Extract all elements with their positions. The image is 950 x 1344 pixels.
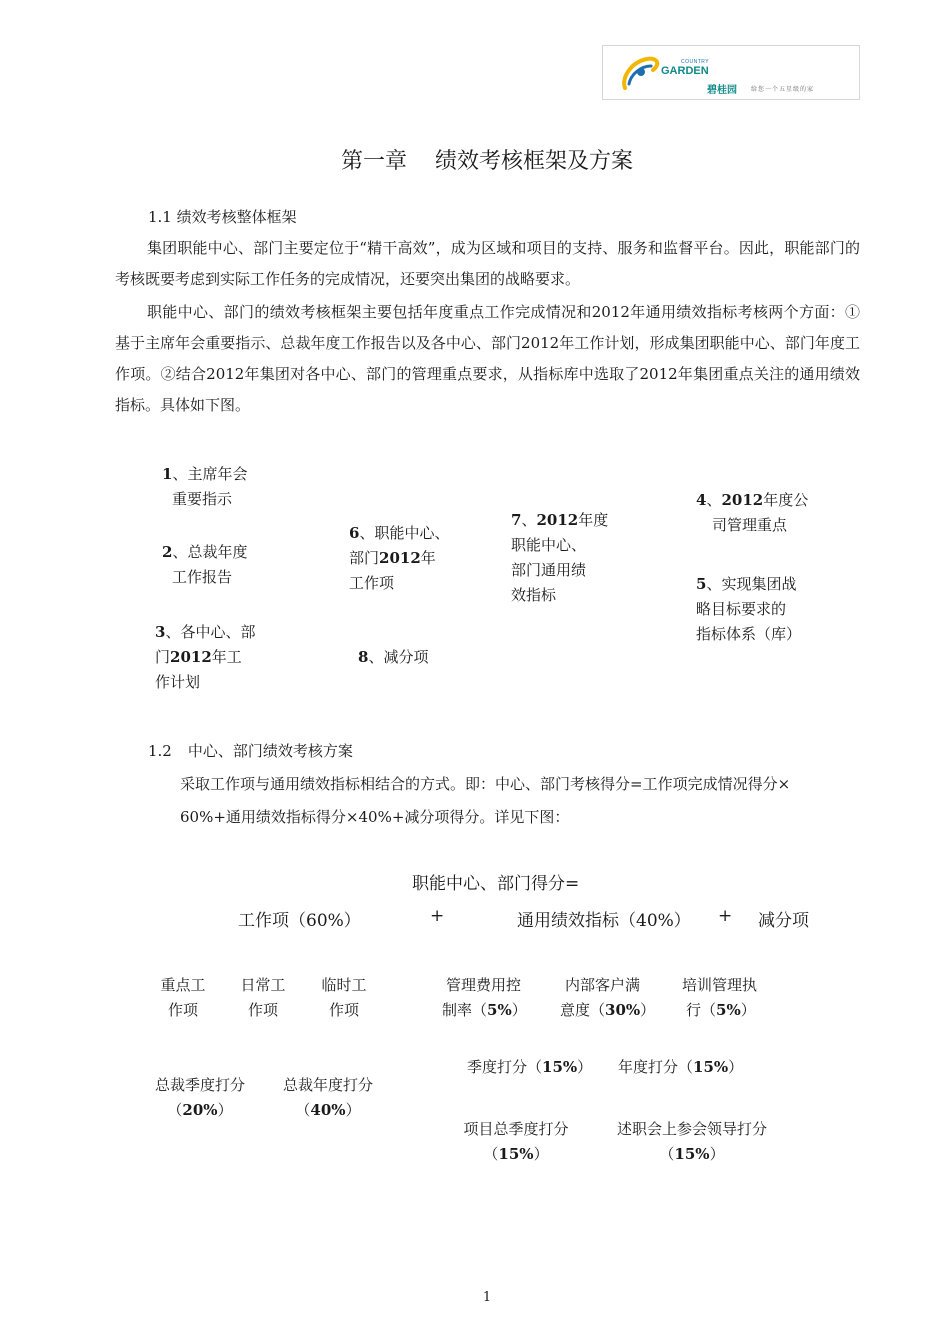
quarterly-score: 季度打分（15%）	[467, 1058, 593, 1076]
score-formula-top: 职能中心、部门得分=	[412, 874, 580, 894]
framework-box-5: 5、实现集团战 略目标要求的 指标体系（库）	[696, 575, 802, 643]
framework-box-3: 3、各中心、部 门2012年工 作计划	[155, 623, 256, 691]
chapter-name: 绩效考核框架及方案	[434, 149, 633, 174]
framework-box-6: 6、职能中心、 部门2012年 工作项	[349, 524, 450, 592]
page-number: 1	[482, 1290, 492, 1305]
framework-box-4: 4、2012年度公 司管理重点	[696, 491, 809, 534]
section-1-2-line-1: 采取工作项与通用绩效指标相结合的方式。即：中心、部门考核得分=工作项完成情况得分×	[180, 775, 791, 793]
mgmt-cost-control: 管理费用控 制率（5%）	[442, 976, 527, 1019]
chapter-title	[0, 144, 950, 175]
section-1-2-heading: 1.2 中心、部门绩效考核方案	[148, 742, 353, 760]
framework-box-7: 7、2012年度 职能中心、 部门通用绩 效指标	[511, 511, 609, 604]
company-logo	[602, 45, 860, 100]
framework-box-2: 2、总裁年度 工作报告	[162, 543, 248, 586]
internal-customer-satisfaction: 内部客户满 意度（30%）	[560, 976, 656, 1019]
logo-swirl-icon	[617, 54, 665, 94]
ceo-annual-score: 总裁年度打分 （40%）	[282, 1076, 373, 1119]
section-1-1-paragraph-1: 集团职能中心、部门主要定位于“精干高效”，成为区域和项目的支持、服务和监督平台。因此，职能部门的考核既要考虑到实际工作任务的完成情况，还要突出集团的战略要求。	[115, 239, 860, 288]
temporary-work-items: 临时工 作项	[321, 976, 367, 1019]
logo-garden-text: GARDEN	[661, 65, 709, 77]
ceo-quarterly-score: 总裁季度打分 （20%）	[154, 1076, 245, 1119]
project-head-quarterly-score: 项目总季度打分 （15%）	[463, 1120, 569, 1163]
logo-slogan: 给您一个五星级的家	[751, 86, 815, 93]
section-1-1-heading: 1.1 绩效考核整体框架	[148, 208, 297, 226]
section-1-2-line-2: 60%+通用绩效指标得分×40%+减分项得分。详见下图：	[180, 808, 570, 826]
framework-box-1: 1、主席年会 重要指示	[162, 465, 248, 508]
section-1-1-paragraph-2: 职能中心、部门的绩效考核框架主要包括年度重点工作完成情况和2012年通用绩效指标考核两个方面：①基于主席年会重要指示、总裁年度工作报告以及各中心、部门2012年工作计划，形成集团职能中心、部门年度工作项。②结合2012年集团对各中心、部门的管理重点要求，从指标库中选取了2012年集团重点关注的通用绩效指标。具体如下图。	[115, 303, 860, 414]
training-mgmt-execution: 培训管理执 行（5%）	[682, 976, 758, 1019]
chapter-label: 第一章	[340, 149, 407, 174]
work-items-weight: 工作项（60%）	[238, 911, 361, 931]
annual-score: 年度打分（15%）	[618, 1058, 744, 1076]
deduction-items: 减分项	[758, 911, 809, 931]
general-kpi-weight: 通用绩效指标（40%）	[517, 911, 691, 931]
logo-chinese-text: 碧桂园	[707, 85, 737, 96]
framework-box-8: 8、减分项	[358, 648, 429, 666]
plus-sign-2: +	[718, 906, 733, 926]
plus-sign-1: +	[430, 906, 445, 926]
logo-country-text: COUNTRY	[681, 59, 710, 65]
daily-work-items: 日常工 作项	[240, 976, 286, 1019]
key-work-items: 重点工 作项	[160, 976, 206, 1019]
leader-review-score: 述职会上参会领导打分 （15%）	[616, 1120, 767, 1163]
